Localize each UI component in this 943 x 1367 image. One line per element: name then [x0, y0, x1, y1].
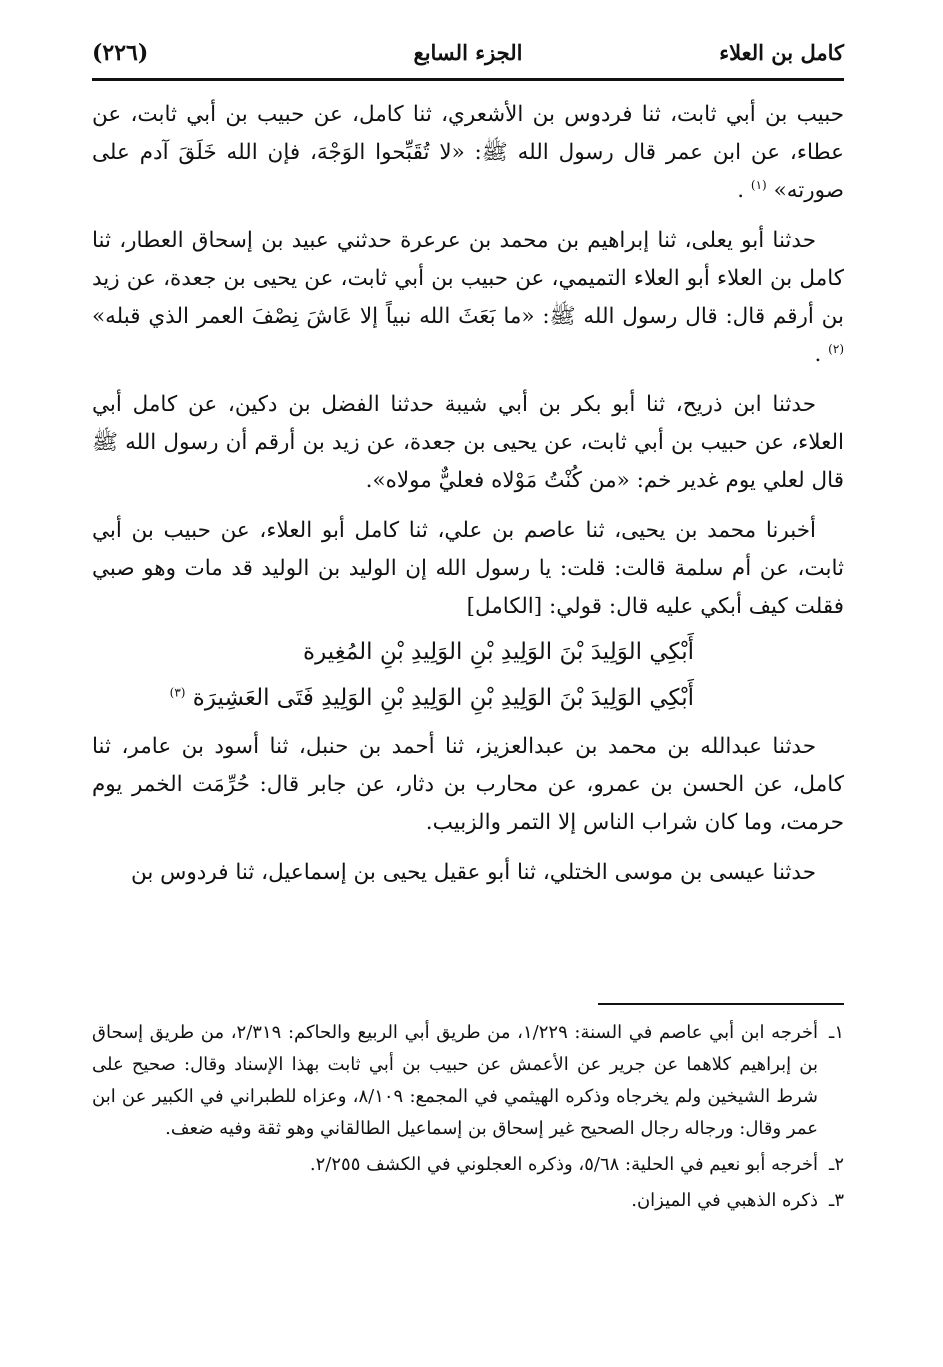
paragraph — [92, 854, 844, 892]
paragraph-text: أخبرنا محمد بن يحيى، ثنا عاصم بن علي، ثنا كامل أبو العلاء، عن حبيب بن أبي ثابت، عن أم سلمة قالت: قلت: يا رسول الله إن الوليد بن الوليد قد مات وهو صبي فقلت كيف أبكي عليه قال: قولي: [الكامل] — [92, 518, 844, 619]
poem-verse — [92, 676, 844, 720]
footnote-ref: (١) — [750, 177, 767, 192]
paragraph — [92, 386, 844, 500]
paragraph — [92, 728, 844, 842]
footnote-divider — [598, 1003, 844, 1005]
footnote-ref: (٢) — [828, 341, 844, 356]
paragraph-text: حدثنا عبدالله بن محمد بن عبدالعزيز، ثنا أحمد بن حنبل، ثنا أسود بن عامر، ثنا كامل، عن الحسن بن عمرو، عن محارب بن دثار، عن جابر قال: حُرِّمَت الخمر يوم حرمت، وما كان شراب الناس إلا التمر والزبيب. — [92, 734, 844, 835]
paragraph: حدثنا أبو يعلى، ثنا إبراهيم بن محمد بن عرعرة حدثني عبيد بن إسحاق العطار، ثنا كامل بن العلاء أبو العلاء التميمي، عن حبيب بن أبي ثابت، عن يحيى بن جعدة، عن زيد بن أرقم قال: قال رسول الله ﷺ: «ما بَعَثَ الله نبياً إلا عَاشَ نِصْفَ العمر الذي قبله» $^{(٢)}$ . — [92, 228, 844, 367]
page-number: (٢٢٦) — [92, 40, 149, 66]
verse-text: أَبْكِي الوَلِيدَ بْنَ الوَلِيدِ بْنِ الوَلِيدِ بْنِ الوَلِيدِ فَتَى العَشِيرَة — [192, 685, 694, 711]
paragraph — [92, 512, 844, 626]
paragraph-text: حدثنا أبو يعلى، ثنا إبراهيم بن محمد بن عرعرة حدثني عبيد بن إسحاق العطار، ثنا كامل بن العلاء أبو العلاء التميمي، عن حبيب بن أبي ثابت، عن يحيى بن جعدة، عن زيد بن أرقم قال: قال رسول الله ﷺ: «ما بَعَثَ الله نبياً إلا عَاشَ نِصْفَ العمر الذي قبله» — [92, 228, 844, 329]
footnote-text: ذكره الذهبي في الميزان. — [631, 1190, 818, 1211]
page-header — [92, 36, 844, 76]
footnote — [92, 1149, 844, 1181]
footnote-number: ٢ـ — [829, 1154, 844, 1175]
footnote-number: ١ـ — [829, 1022, 844, 1043]
paragraph-text: حدثنا ابن ذريح، ثنا أبو بكر بن أبي شيبة حدثنا الفضل بن دكين، عن كامل أبي العلاء، عن حبيب بن أبي ثابت، عن يحيى بن جعدة، عن زيد بن أرقم أن رسول الله ﷺ قال لعلي يوم غدير خم: «من كُنْتُ مَوْلاه فعليٌّ مولاه». — [92, 392, 844, 493]
footnote — [92, 1185, 844, 1217]
running-title: كامل بن العلاء — [719, 40, 844, 65]
paragraph-text: حدثنا عيسى بن موسى الختلي، ثنا أبو عقيل يحيى بن إسماعيل، ثنا فردوس بن — [130, 860, 816, 885]
paragraph-text: حبيب بن أبي ثابت، ثنا فردوس بن الأشعري، ثنا كامل، عن حبيب بن أبي ثابت، عن عطاء، عن ابن عمر قال رسول الله ﷺ: «لا تُقَبِّحوا الوَجْهَ، فإن الله خَلَقَ آدم على صورته» — [92, 102, 844, 203]
poem-verse — [92, 630, 844, 674]
main-text — [92, 96, 844, 904]
footnote-number: ٣ـ — [829, 1190, 844, 1211]
verse-text: أَبْكِي الوَلِيدَ بْنَ الوَلِيدِ بْنِ الوَلِيدِ بْنِ المُغِيرة — [303, 639, 694, 665]
footnote — [92, 1017, 844, 1145]
footnote-ref: (٣) — [169, 685, 186, 700]
header-divider — [92, 78, 844, 81]
footnotes — [92, 1017, 844, 1221]
volume-title: الجزء السابع — [413, 40, 523, 65]
footnote-text: أخرجه ابن أبي عاصم في السنة: ١/٢٢٩، من طريق أبي الربيع والحاكم: ٢/٣١٩، من طريق إسحاق بن إبراهيم كلاهما عن جرير عن الأعمش عن حبيب بن أبي ثابت بهذا الإسناد وقال: صحيح على شرط الشيخين ولم يخرجاه وذكره الهيثمي في المجمع: ٨/١٠٩، وعزاه للطبراني في الكبير عن ابن عمر وقال: ورجاله رجال الصحيح غير إسحاق بن إسماعيل الطالقاني وهو ثقة وفيه ضعف. — [92, 1022, 819, 1139]
footnote-text: أخرجه أبو نعيم في الحلية: ٥/٦٨، وذكره العجلوني في الكشف ٢/٢٥٥. — [309, 1154, 818, 1175]
paragraph: حبيب بن أبي ثابت، ثنا فردوس بن الأشعري، ثنا كامل، عن حبيب بن أبي ثابت، عن عطاء، عن ابن عمر قال رسول الله ﷺ: «لا تُقَبِّحوا الوَجْهَ، فإن الله خَلَقَ آدم على صورته» $^{(١)}$ . — [92, 102, 844, 203]
